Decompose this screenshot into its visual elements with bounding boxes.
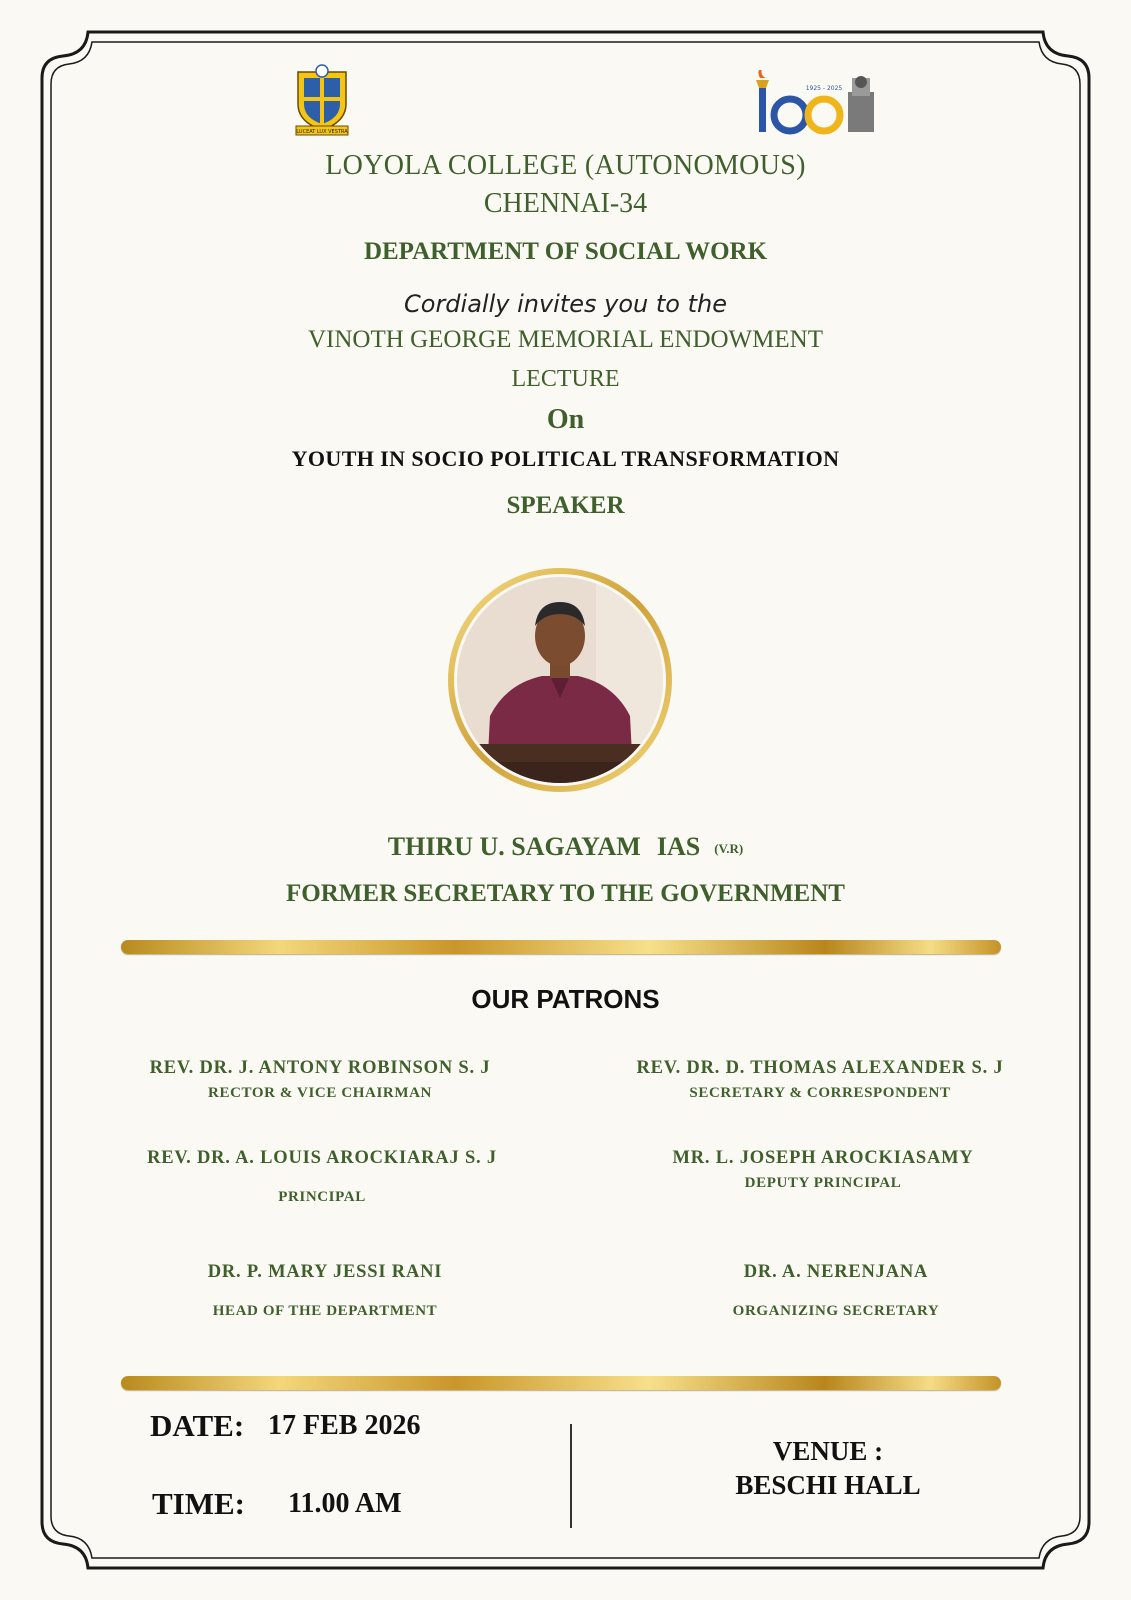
centenary-years: 1925 - 2025 bbox=[805, 85, 843, 92]
date-label: DATE: bbox=[150, 1408, 245, 1443]
gold-divider-top bbox=[121, 940, 1001, 954]
lecture-title-line2: LECTURE bbox=[511, 366, 620, 392]
crest-motto: LUCEAT LUX VESTRA bbox=[296, 129, 348, 135]
time-label: TIME: bbox=[152, 1486, 245, 1521]
patron-item bbox=[686, 1262, 986, 1320]
patron-item bbox=[620, 1058, 1020, 1102]
speaker-name-line bbox=[0, 832, 1131, 862]
patron-name: REV. DR. A. LOUIS AROCKIARAJ S. J bbox=[147, 1148, 497, 1168]
speaker-note: (V.R) bbox=[714, 841, 744, 857]
patrons-heading: OUR PATRONS bbox=[471, 984, 660, 1014]
college-crest-logo bbox=[290, 64, 354, 138]
college-city: CHENNAI-34 bbox=[483, 188, 648, 219]
patron-item bbox=[132, 1148, 512, 1206]
on-label: On bbox=[546, 404, 585, 435]
time-value: 11.00 AM bbox=[288, 1488, 402, 1519]
centenary-100-logo bbox=[752, 70, 882, 138]
venue-label: VENUE : bbox=[772, 1436, 884, 1466]
patron-role: PRINCIPAL bbox=[278, 1189, 366, 1205]
patron-item bbox=[160, 1262, 490, 1320]
patron-name: DR. A. NERENJANA bbox=[743, 1262, 929, 1282]
speaker-suffix: IAS bbox=[656, 832, 701, 861]
invite-text: Cordially invites you to the bbox=[404, 290, 727, 318]
speaker-heading: SPEAKER bbox=[506, 492, 625, 519]
lecture-topic: YOUTH IN SOCIO POLITICAL TRANSFORMATION bbox=[291, 446, 840, 471]
vertical-divider bbox=[570, 1424, 572, 1528]
venue-value: BESCHI HALL bbox=[735, 1470, 921, 1500]
lecture-title-line1: VINOTH GEORGE MEMORIAL ENDOWMENT bbox=[308, 326, 823, 353]
patron-role: DEPUTY PRINCIPAL bbox=[744, 1175, 902, 1191]
patron-item bbox=[135, 1058, 505, 1102]
speaker-photo bbox=[446, 566, 674, 794]
speaker-name: THIRU U. SAGAYAM bbox=[387, 832, 641, 861]
department-name: DEPARTMENT OF SOCIAL WORK bbox=[363, 238, 768, 265]
gold-divider-bottom bbox=[121, 1376, 1001, 1390]
patron-name: REV. DR. J. ANTONY ROBINSON S. J bbox=[149, 1058, 491, 1078]
date-value: 17 FEB 2026 bbox=[268, 1410, 421, 1441]
patron-role: ORGANIZING SECRETARY bbox=[732, 1303, 940, 1319]
patron-name: REV. DR. D. THOMAS ALEXANDER S. J bbox=[636, 1058, 1004, 1078]
patron-role: SECRETARY & CORRESPONDENT bbox=[689, 1085, 951, 1101]
speaker-role: FORMER SECRETARY TO THE GOVERNMENT bbox=[286, 880, 845, 907]
patron-role: RECTOR & VICE CHAIRMAN bbox=[208, 1085, 432, 1101]
patron-name: MR. L. JOSEPH AROCKIASAMY bbox=[672, 1148, 974, 1168]
patron-item bbox=[658, 1148, 988, 1192]
patron-name: DR. P. MARY JESSI RANI bbox=[207, 1262, 443, 1282]
college-name: LOYOLA COLLEGE (AUTONOMOUS) bbox=[325, 150, 806, 181]
patron-role: HEAD OF THE DEPARTMENT bbox=[212, 1303, 438, 1319]
